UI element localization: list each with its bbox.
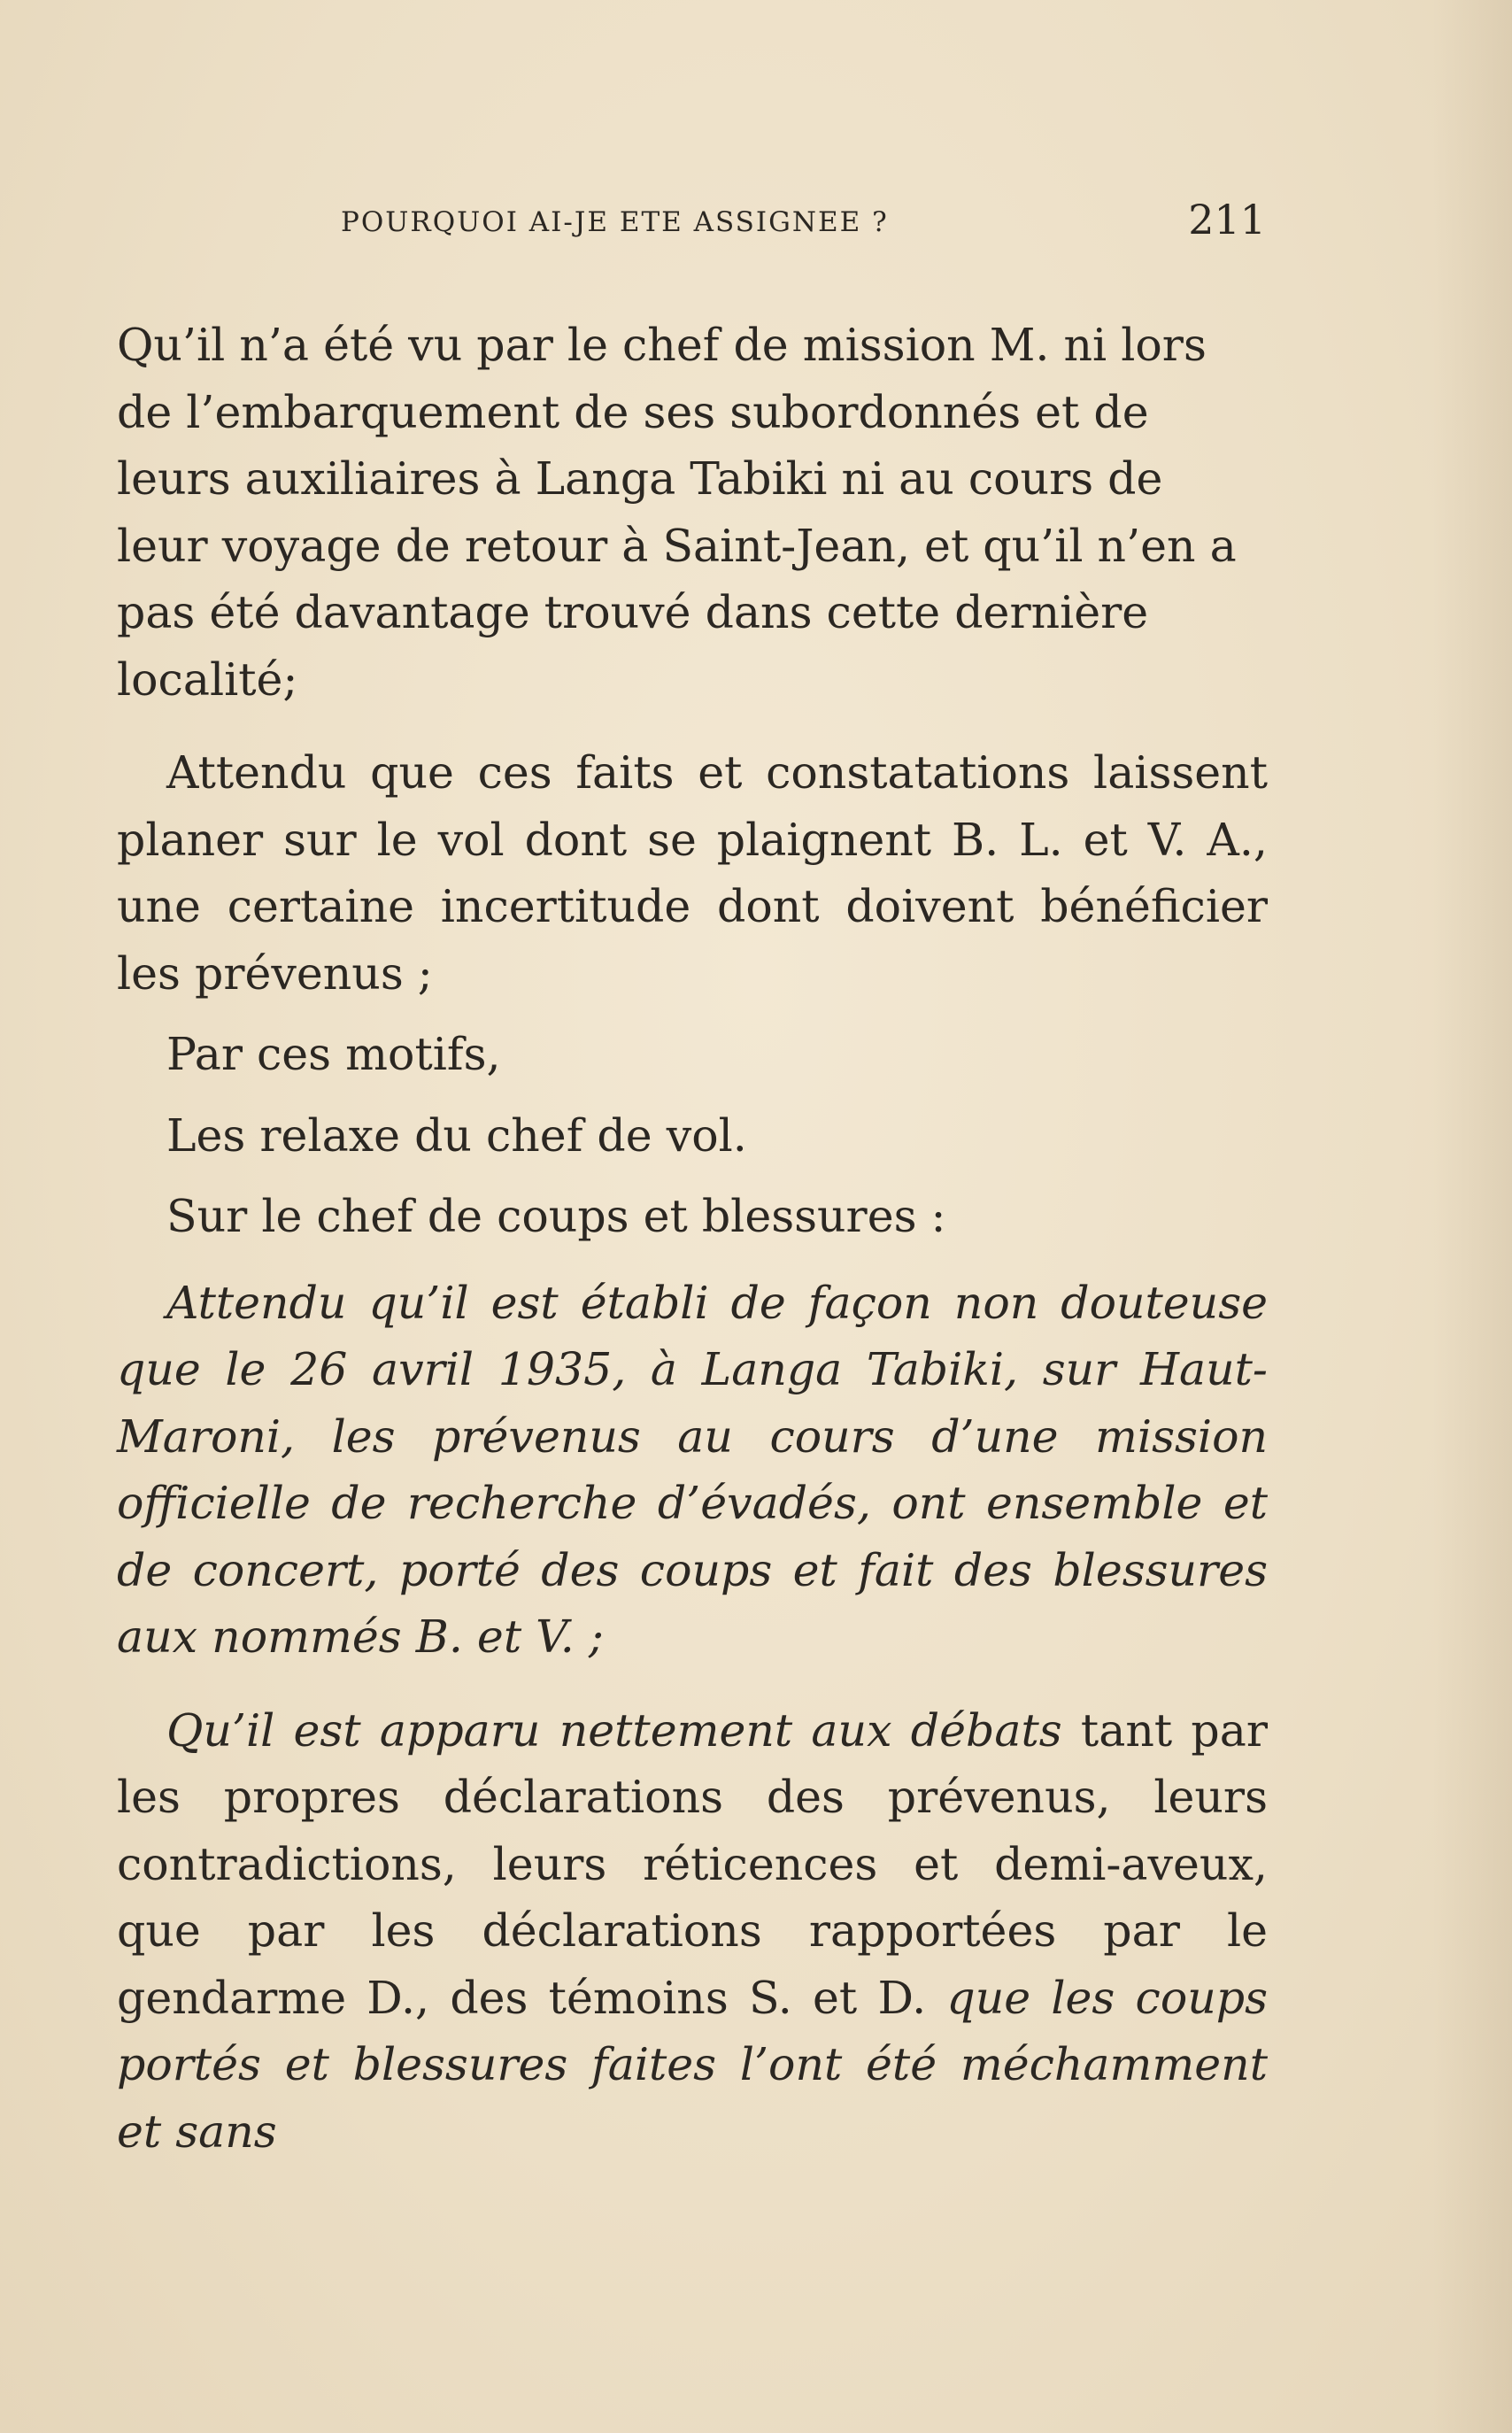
paragraph-apparu-debats xyxy=(117,1697,1268,2166)
paragraph-attendu-etabli: Attendu qu’il est établi de façon non douteuse que le 26 avril 1935, à Langa Tabiki, sur Haut-Maroni, les prévenus au cours d’une mission officielle de recherche d’évadés, ont ensemble et de concert, porté des coups et fait des blessures aux nommés B. et V. ; xyxy=(117,1276,1268,1663)
paragraph-coups-blessures-heading: Sur le chef de coups et blessures : xyxy=(166,1190,946,1242)
roman-text: tant par les propres déclarations des prévenus, leurs contradictions, leurs réticences et demi-aveux, que par les déclarations rapportées par le gendarme D., des témoins S. et D. xyxy=(117,1703,1268,2024)
page-header xyxy=(341,190,1266,252)
page-edge-shadow xyxy=(1432,0,1512,2433)
italic-lead: Qu’il est apparu nettement aux débats xyxy=(166,1703,1062,1757)
paragraph-par-ces-motifs: Par ces motifs, xyxy=(166,1028,501,1080)
body-text xyxy=(117,312,1268,2165)
paragraph-attendu-incertitude: Attendu que ces faits et constatations laissent planer sur le vol dont se plaignent B. L. et V. A., une certaine incertitude dont doivent bénéficier les prévenus ; xyxy=(117,746,1268,1000)
page-number: 211 xyxy=(1188,196,1266,243)
paragraph-continuation: Qu’il n’a été vu par le chef de mission M. ni lors de l’embarquement de ses subordonnés et de leurs auxiliaires à Langa Tabiki ni au cours de leur voyage de retour à Saint-Jean, et qu’il n’en a pas été davantage trouvé dans cette dernière localité; xyxy=(117,319,1237,706)
italic-tail: que les coups portés et blessures faites l’ont été méchamment et sans xyxy=(117,1971,1268,2158)
paragraph-relaxe: Les relaxe du chef de vol. xyxy=(166,1108,747,1162)
running-title: POURQUOI AI-JE ETE ASSIGNEE ? xyxy=(341,206,889,238)
